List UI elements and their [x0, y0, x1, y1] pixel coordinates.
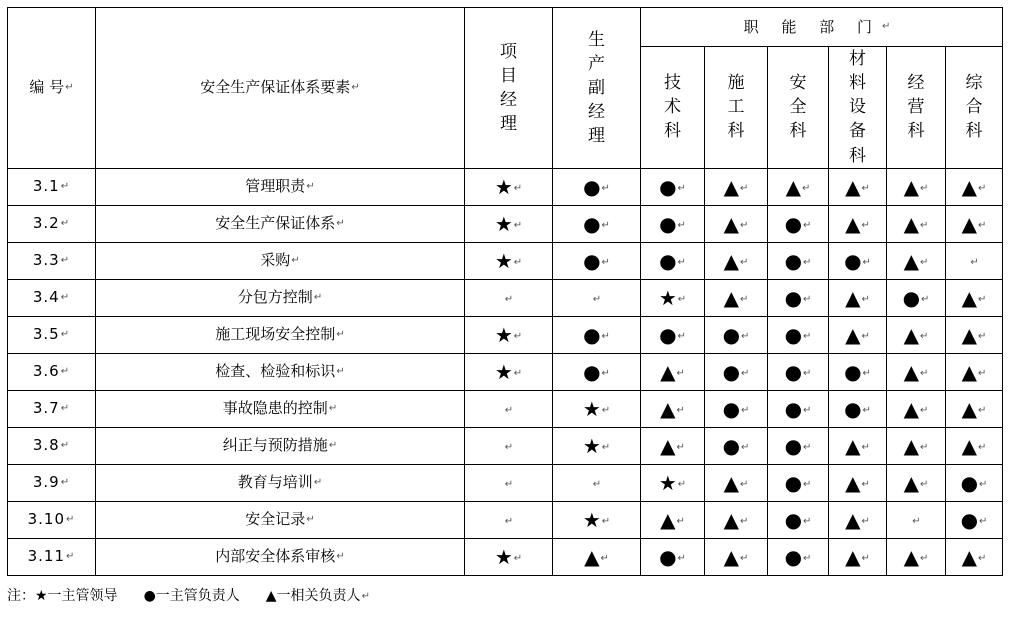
triangle-icon: ▲	[961, 211, 978, 236]
role-cell: ▲↵	[829, 427, 887, 464]
row-element: 检查、检验和标识↵	[96, 353, 465, 390]
role-cell: ★↵	[465, 168, 553, 205]
role-cell: ▲↵	[946, 316, 1003, 353]
role-cell: ●↵	[829, 353, 887, 390]
row-number: 3.8↵	[8, 427, 96, 464]
row-number: 3.1↵	[8, 168, 96, 205]
role-cell: ▲↵	[829, 168, 887, 205]
triangle-icon: ▲	[845, 211, 861, 236]
role-cell: ●↵	[768, 353, 829, 390]
circle-icon: ●	[844, 248, 862, 273]
role-cell: ★↵	[553, 427, 641, 464]
row-element: 管理职责↵	[96, 168, 465, 205]
role-cell: ●↵	[705, 390, 768, 427]
circle-icon: ●	[784, 544, 803, 569]
circle-icon: ●	[583, 248, 601, 273]
circle-icon: ●	[784, 507, 803, 532]
role-cell: ↵	[465, 464, 553, 501]
role-cell: ●↵	[768, 279, 829, 316]
star-icon: ★	[494, 359, 513, 384]
role-cell: ▲↵	[705, 464, 768, 501]
table-row	[8, 353, 1003, 390]
table-row	[8, 538, 1003, 575]
triangle-icon: ▲	[660, 433, 676, 458]
triangle-icon: ▲	[961, 433, 978, 458]
row-number: 3.9↵	[8, 464, 96, 501]
triangle-icon: ▲	[961, 174, 978, 199]
circle-icon: ●	[722, 322, 741, 347]
role-cell: ●↵	[553, 168, 641, 205]
role-cell: ★↵	[641, 464, 705, 501]
circle-icon: ●	[844, 396, 862, 421]
legend-circle: ●一主管负责人	[143, 588, 240, 604]
role-cell: ▲↵	[887, 538, 946, 575]
circle-icon: ●	[659, 322, 677, 347]
role-cell: ●↵	[641, 538, 705, 575]
circle-icon: ●	[784, 396, 803, 421]
role-cell: ▲↵	[946, 168, 1003, 205]
role-cell: ▲↵	[946, 538, 1003, 575]
triangle-icon: ▲	[961, 396, 978, 421]
role-cell: ▲↵	[705, 279, 768, 316]
header-departments: 职 能 部 门↵	[641, 8, 1003, 47]
table-row	[8, 279, 1003, 316]
circle-icon: ●	[960, 470, 979, 495]
row-element: 安全记录↵	[96, 501, 465, 538]
role-cell: ★↵	[465, 205, 553, 242]
circle-icon: ●	[784, 470, 803, 495]
star-icon: ★	[582, 507, 601, 532]
role-cell: ↵	[465, 279, 553, 316]
triangle-icon: ▲	[961, 544, 978, 569]
row-element: 纠正与预防措施↵	[96, 427, 465, 464]
role-cell: ●↵	[705, 353, 768, 390]
triangle-icon: ▲	[845, 470, 861, 495]
role-cell: ★↵	[465, 316, 553, 353]
row-element: 事故隐患的控制↵	[96, 390, 465, 427]
row-element: 采购↵	[96, 242, 465, 279]
circle-icon: ●	[784, 285, 803, 310]
role-cell: ★↵	[465, 538, 553, 575]
role-cell: ●↵	[641, 242, 705, 279]
star-icon: ★	[494, 322, 513, 347]
role-cell: ●↵	[887, 279, 946, 316]
role-cell: ▲↵	[641, 353, 705, 390]
triangle-icon: ▲	[723, 248, 739, 273]
header-element: 安全生产保证体系要素↵	[96, 8, 465, 169]
table-row	[8, 168, 1003, 205]
row-element: 分包方控制↵	[96, 279, 465, 316]
role-cell: ▲↵	[887, 464, 946, 501]
role-cell: ●↵	[641, 316, 705, 353]
role-cell: ▲↵	[887, 242, 946, 279]
role-cell: ●↵	[641, 168, 705, 205]
role-cell: ↵	[465, 501, 553, 538]
role-cell: ▲↵	[641, 390, 705, 427]
role-cell: ▲↵	[946, 205, 1003, 242]
role-cell: ↵	[465, 427, 553, 464]
role-cell: ●↵	[946, 501, 1003, 538]
triangle-icon: ▲	[903, 396, 919, 421]
row-number: 3.3↵	[8, 242, 96, 279]
triangle-icon: ▲	[845, 174, 861, 199]
role-cell: ▲↵	[946, 427, 1003, 464]
role-cell: ▲↵	[829, 501, 887, 538]
circle-icon: ●	[659, 211, 677, 236]
role-cell: ●↵	[553, 353, 641, 390]
role-cell: ▲↵	[887, 205, 946, 242]
triangle-icon: ▲	[903, 248, 919, 273]
header-dept-materials: 材料设备科	[829, 47, 887, 169]
triangle-icon: ▲	[961, 322, 978, 347]
triangle-icon: ▲	[845, 285, 861, 310]
role-cell: ▲↵	[768, 168, 829, 205]
table-row	[8, 316, 1003, 353]
header-dept-business: 经营科	[887, 47, 946, 169]
table-row	[8, 390, 1003, 427]
role-cell: ▲↵	[705, 538, 768, 575]
header-dept-safety: 安全科	[768, 47, 829, 169]
role-cell: ▲↵	[641, 501, 705, 538]
triangle-icon: ▲	[903, 433, 919, 458]
role-cell: ▲↵	[946, 390, 1003, 427]
role-cell: ●↵	[705, 316, 768, 353]
table-row	[8, 427, 1003, 464]
circle-icon: ●	[583, 174, 601, 199]
star-icon: ★	[494, 174, 513, 199]
triangle-icon: ▲	[660, 396, 676, 421]
circle-icon: ●	[722, 396, 741, 421]
role-cell: ▲↵	[829, 205, 887, 242]
circle-icon: ●	[784, 211, 803, 236]
role-cell: ★↵	[465, 353, 553, 390]
triangle-icon: ▲	[845, 507, 861, 532]
header-dept-general: 综合科	[946, 47, 1003, 169]
role-cell: ▲↵	[829, 316, 887, 353]
header-dept-tech: 技术科	[641, 47, 705, 169]
triangle-icon: ▲	[723, 544, 739, 569]
circle-icon: ●	[583, 359, 601, 384]
role-cell: ▲↵	[946, 353, 1003, 390]
table-row	[8, 205, 1003, 242]
role-cell: ▲↵	[641, 427, 705, 464]
triangle-icon: ▲	[903, 174, 919, 199]
role-cell: ▲↵	[829, 464, 887, 501]
circle-icon: ●	[784, 248, 803, 273]
header-project-manager: 项目经理	[465, 8, 553, 169]
row-number: 3.4↵	[8, 279, 96, 316]
table-row	[8, 464, 1003, 501]
role-cell: ●↵	[829, 390, 887, 427]
role-cell: ●↵	[705, 427, 768, 464]
header-deputy-manager: 生产副经理	[553, 8, 641, 169]
row-number: 3.6↵	[8, 353, 96, 390]
triangle-icon: ▲	[845, 433, 861, 458]
circle-icon: ●	[960, 507, 979, 532]
header-row	[8, 8, 1003, 47]
role-cell: ●↵	[946, 464, 1003, 501]
legend-prefix: 注：	[7, 588, 35, 604]
role-cell: ★↵	[465, 242, 553, 279]
circle-icon: ●	[659, 544, 677, 569]
triangle-icon: ▲	[723, 211, 739, 236]
triangle-icon: ▲	[903, 359, 919, 384]
triangle-icon: ▲	[961, 285, 978, 310]
circle-icon: ●	[722, 433, 741, 458]
role-cell: ▲↵	[946, 279, 1003, 316]
star-icon: ★	[582, 433, 601, 458]
circle-icon: ●	[659, 174, 677, 199]
circle-icon: ●	[902, 285, 921, 310]
role-cell: ▲↵	[829, 279, 887, 316]
role-cell: ●↵	[768, 538, 829, 575]
circle-icon: ●	[784, 433, 803, 458]
role-cell: ↵	[553, 279, 641, 316]
circle-icon: ●	[784, 322, 803, 347]
triangle-icon: ▲	[723, 470, 739, 495]
table-row	[8, 501, 1003, 538]
role-cell: ▲↵	[887, 390, 946, 427]
role-cell: ●↵	[768, 390, 829, 427]
role-cell: ▲↵	[705, 242, 768, 279]
row-number: 3.10↵	[8, 501, 96, 538]
row-number: 3.5↵	[8, 316, 96, 353]
row-element: 内部安全体系审核↵	[96, 538, 465, 575]
role-cell: ↵	[887, 501, 946, 538]
role-cell: ●↵	[553, 242, 641, 279]
triangle-icon: ▲	[903, 322, 919, 347]
role-cell: ●↵	[768, 316, 829, 353]
role-cell: ▲↵	[887, 168, 946, 205]
triangle-icon: ▲	[723, 507, 739, 532]
role-cell: ●↵	[768, 464, 829, 501]
role-cell: ↵	[946, 242, 1003, 279]
triangle-icon: ▲	[723, 285, 739, 310]
role-cell: ★↵	[553, 390, 641, 427]
role-cell: ↵	[553, 464, 641, 501]
role-cell: ▲↵	[705, 205, 768, 242]
role-cell: ●↵	[768, 205, 829, 242]
circle-icon: ●	[583, 211, 601, 236]
responsibility-matrix-table	[7, 7, 1003, 576]
triangle-icon: ▲	[845, 544, 861, 569]
role-cell: ▲↵	[705, 168, 768, 205]
role-cell: ●↵	[553, 205, 641, 242]
role-cell: ★↵	[641, 279, 705, 316]
triangle-icon: ▲	[584, 544, 600, 569]
legend-triangle: ▲一相关负责人	[265, 588, 361, 604]
circle-icon: ●	[844, 359, 862, 384]
role-cell: ★↵	[553, 501, 641, 538]
star-icon: ★	[658, 285, 677, 310]
star-icon: ★	[582, 396, 601, 421]
circle-icon: ●	[722, 359, 741, 384]
role-cell: ●↵	[768, 242, 829, 279]
triangle-icon: ▲	[785, 174, 801, 199]
role-cell: ▲↵	[553, 538, 641, 575]
triangle-icon: ▲	[903, 470, 919, 495]
role-cell: ↵	[465, 390, 553, 427]
triangle-icon: ▲	[961, 359, 978, 384]
star-icon: ★	[494, 248, 513, 273]
star-icon: ★	[658, 470, 677, 495]
row-number: 3.7↵	[8, 390, 96, 427]
row-element: 施工现场安全控制↵	[96, 316, 465, 353]
row-number: 3.11↵	[8, 538, 96, 575]
circle-icon: ●	[784, 359, 803, 384]
header-number: 编 号↵	[8, 8, 96, 169]
role-cell: ▲↵	[887, 316, 946, 353]
row-element: 安全生产保证体系↵	[96, 205, 465, 242]
legend: 注：★一主管领导 ●一主管负责人 ▲一相关负责人↵	[7, 585, 370, 605]
legend-star: ★一主管领导	[35, 588, 118, 604]
triangle-icon: ▲	[903, 211, 919, 236]
header-dept-construction: 施工科	[705, 47, 768, 169]
triangle-icon: ▲	[903, 544, 919, 569]
row-number: 3.2↵	[8, 205, 96, 242]
triangle-icon: ▲	[845, 322, 861, 347]
role-cell: ▲↵	[829, 538, 887, 575]
role-cell: ●↵	[829, 242, 887, 279]
role-cell: ▲↵	[887, 353, 946, 390]
role-cell: ▲↵	[887, 427, 946, 464]
triangle-icon: ▲	[660, 359, 676, 384]
circle-icon: ●	[583, 322, 601, 347]
role-cell: ●↵	[641, 205, 705, 242]
star-icon: ★	[494, 544, 513, 569]
triangle-icon: ▲	[723, 174, 739, 199]
table-row	[8, 242, 1003, 279]
role-cell: ●↵	[553, 316, 641, 353]
role-cell: ●↵	[768, 501, 829, 538]
star-icon: ★	[494, 211, 513, 236]
role-cell: ▲↵	[705, 501, 768, 538]
triangle-icon: ▲	[660, 507, 676, 532]
role-cell: ●↵	[768, 427, 829, 464]
row-element: 教育与培训↵	[96, 464, 465, 501]
circle-icon: ●	[659, 248, 677, 273]
